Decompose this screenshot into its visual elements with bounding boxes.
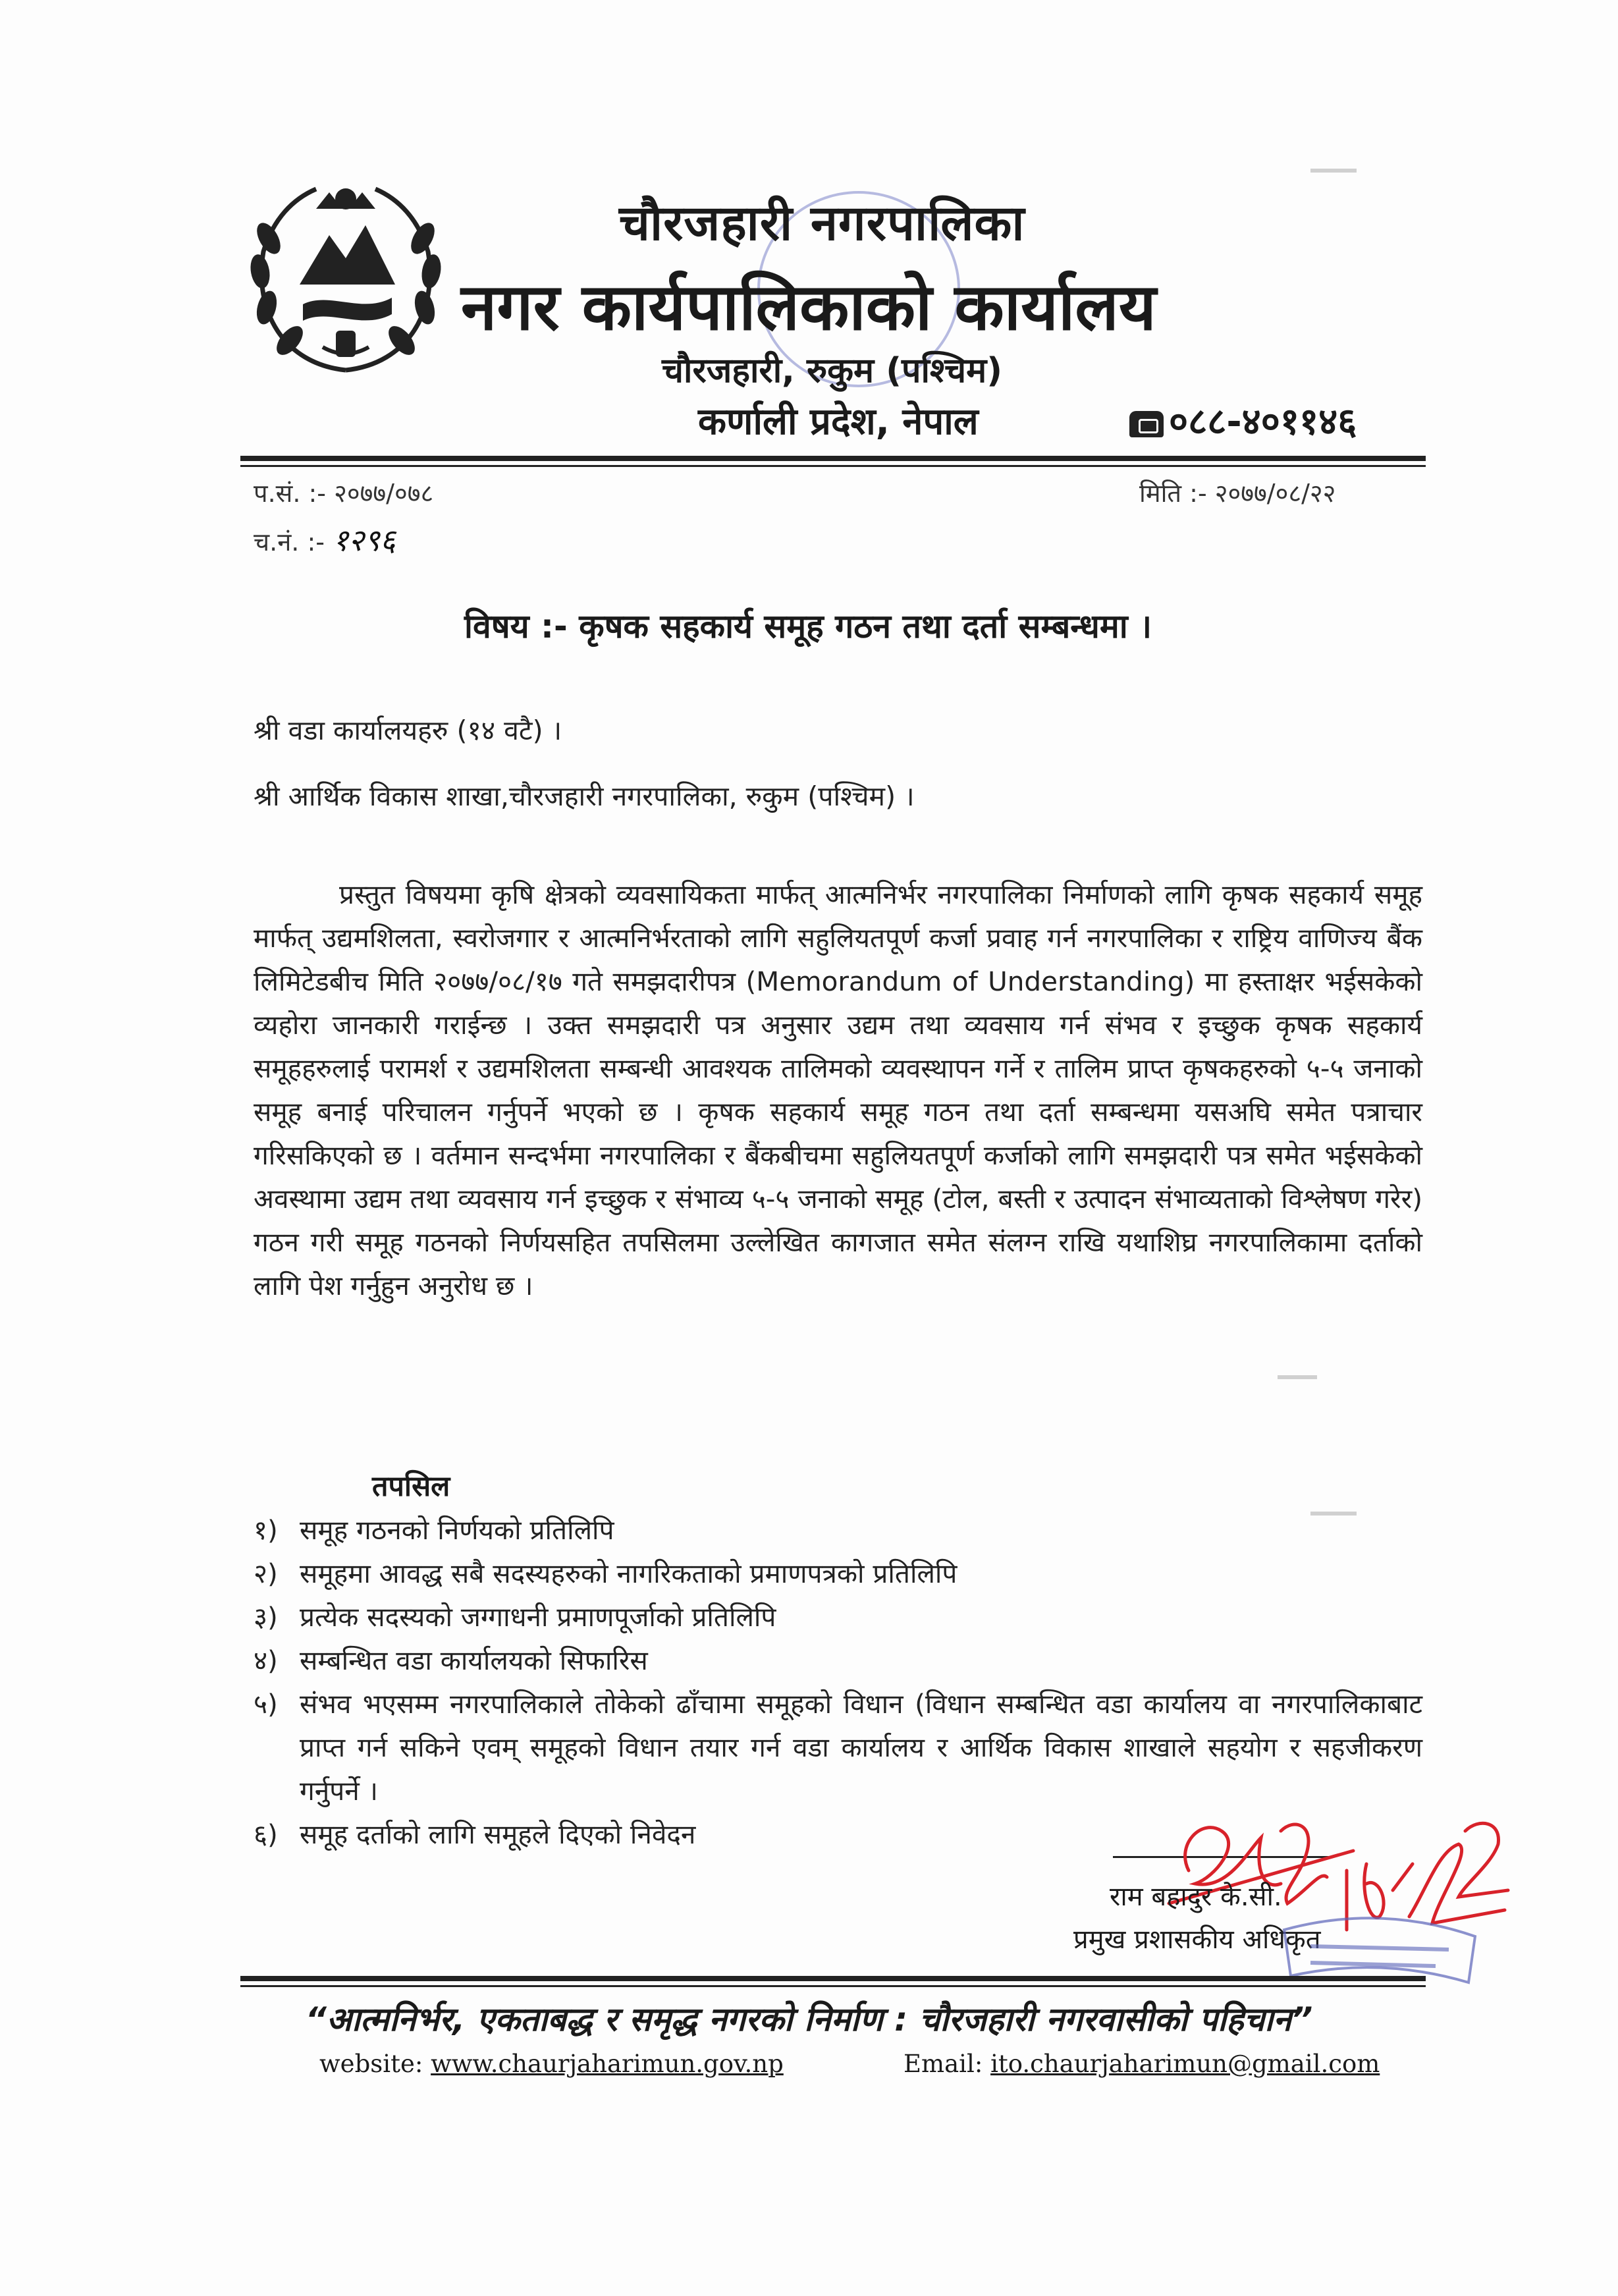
letter-date: मिति :- २०७७/०८/२२	[1139, 479, 1336, 508]
phone-number-block	[1129, 395, 1357, 445]
office-stamp	[1271, 1910, 1488, 1996]
chalani-number: १२९६	[333, 522, 396, 558]
scan-smudge	[1310, 169, 1357, 173]
header-divider	[240, 456, 1426, 461]
addressee-ward-offices: श्री वडा कार्यालयहरु (१४ वटै) ।	[254, 715, 562, 746]
province-country: कर्णाली प्रदेश, नेपाल	[698, 400, 979, 443]
municipality-name: चौरजहारी नगरपालिका	[619, 195, 1025, 252]
footer-website	[319, 2050, 784, 2078]
list-item: ३) प्रत्येक सदस्यको जग्गाधनी प्रमाणपूर्जाको प्रतिलिपि	[254, 1601, 776, 1633]
office-name: नगर कार्यपालिकाको कार्यालय	[461, 270, 1156, 345]
footer-divider	[240, 1985, 1426, 1987]
list-item: ५) संभव भएसम्म नगरपालिकाले तोकेको ढाँचामा समूहको विधान (विधान सम्बन्धित वडा कार्यालय वा नगरपालिकाबाट प्राप्त गर्न सकिने एवम् समूहको विधान तयार गर्न वडा कार्यालय र आर्थिक विकास शाखाले सहयोग र सहजीकरण गर्नुपर्ने ।	[254, 1688, 1422, 1807]
header-divider	[240, 465, 1426, 467]
list-item: २) समूहमा आवद्ध सबै सदस्यहरुको नागरिकताको प्रमाणपत्रको प्रतिलिपि	[254, 1558, 957, 1589]
email-link[interactable]: ito.chaurjaharimun@gmail.com	[990, 2050, 1380, 2078]
chalani-label: च.नं. :-	[254, 528, 325, 557]
list-item: ४) सम्बन्धित वडा कार्यालयको सिफारिस	[254, 1645, 648, 1676]
scan-smudge	[1278, 1375, 1317, 1379]
list-item: ६) समूह दर्ताको लागि समूहले दिएको निवेदन	[254, 1818, 696, 1850]
municipality-motto: “आत्मनिर्भर, एकताबद्ध र समृद्ध नगरको निर्माण : चौरजहारी नगरवासीको पहिचान”	[305, 2000, 1313, 2038]
signatory-title: प्रमुख प्रशासकीय अधिकृत	[1073, 1925, 1321, 1955]
footer-email	[903, 2050, 1380, 2078]
tapasil-title: तपसिल	[372, 1470, 450, 1503]
signatory-name: राम बहादुर के.सी.	[1110, 1882, 1282, 1912]
letter-body-text: प्रस्तुत विषयमा कृषि क्षेत्रको व्यवसायिकता मार्फत् आत्मनिर्भर नगरपालिका निर्माणको लागि कृषक सहकार्य समूह मार्फत् उद्यमशिलता, स्वरोजगार र आत्मनिर्भरताको लागि सहुलियतपूर्ण कर्जा प्रवाह गर्न नगरपालिका र राष्ट्रिय वाणिज्य बैंक लिमिटेडबीच मिति २०७७/०८/१७ गते समझदारीपत्र (Memorandum of Understanding) मा हस्ताक्षर भईसकेको व्यहोरा जानकारी गराईन्छ । उक्त समझदारी पत्र अनुसार उद्यम तथा व्यवसाय गर्न संभव र इच्छुक कृषक सहकार्य समूहहरुलाई परामर्श र उद्यमशिलता सम्बन्धी आवश्यक तालिमको व्यवस्थापन गर्ने र तालिम प्राप्त कृषकहरुको ५-५ जनाको समूह बनाई परिचालन गर्नुपर्ने भएको छ । कृषक सहकार्य समूह गठन तथा दर्ता सम्बन्धमा यसअघि समेत पत्राचार गरिसकिएको छ । वर्तमान सन्दर्भमा नगरपालिका र बैंकबीचमा सहुलियतपूर्ण कर्जाको लागि समझदारी पत्र समेत भईसकेको अवस्थामा उद्यम तथा व्यवसाय गर्न इच्छुक र संभाव्य ५-५ जनाको समूह (टोल, बस्ती र उत्पादन संभाव्यताको विश्लेषण गरेर) गठन गरी समूह गठनको निर्णयसहित तपसिलमा उल्लेखित कागजात समेत संलग्न राखि यथाशिघ्र नगरपालिकामा दर्ताको लागि पेश गर्नुहुन अनुरोध छ ।	[254, 879, 1422, 1301]
website-label: website:	[319, 2050, 423, 2078]
chalani-line	[254, 519, 396, 560]
patra-sankhya: प.सं. :- २०७७/०७८	[254, 479, 434, 508]
website-link[interactable]: www.chaurjaharimun.gov.np	[431, 2050, 784, 2078]
telephone-icon	[1129, 411, 1164, 437]
letter-body	[254, 873, 1422, 1307]
phone-number: ०८८-४०११४६	[1169, 400, 1357, 443]
nepal-emblem-icon	[237, 173, 454, 390]
list-item: १) समूह गठनको निर्णयको प्रतिलिपि	[254, 1514, 614, 1546]
addressee-economic-branch: श्री आर्थिक विकास शाखा,चौरजहारी नगरपालिका, रुकुम (पश्चिम) ।	[254, 780, 915, 812]
footer-divider	[240, 1976, 1426, 1981]
email-label: Email:	[903, 2050, 983, 2078]
office-location: चौरजहारी, रुकुम (पश्चिम)	[662, 351, 1002, 391]
letter-subject: विषय :- कृषक सहकार्य समूह गठन तथा दर्ता सम्बन्धमा ।	[464, 607, 1152, 645]
